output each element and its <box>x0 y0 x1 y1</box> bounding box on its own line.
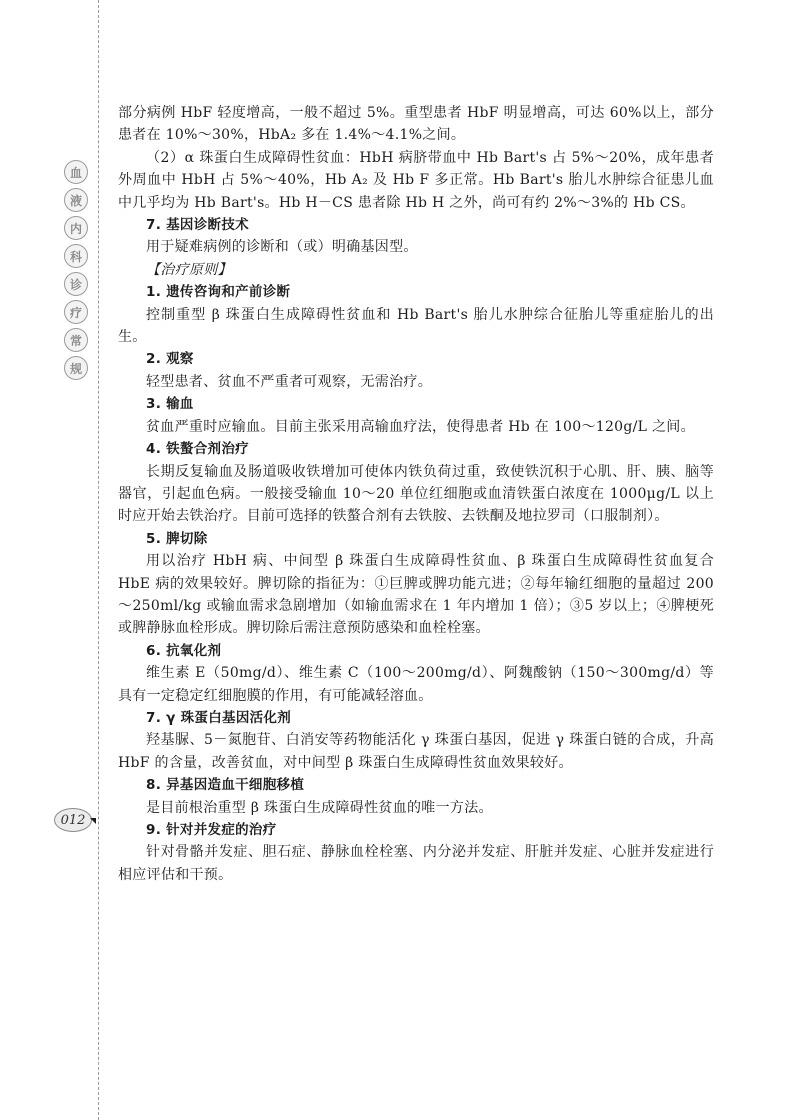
margin-dashed-rule <box>98 0 99 1120</box>
book-title-char: 内 <box>64 216 88 240</box>
paragraph: 贫血严重时应输血。目前主张采用高输血疗法，使得患者 Hb 在 100～120g/L 之间。 <box>146 418 695 435</box>
paragraph: 羟基脲、5－氮胞苷、白消安等药物能活化 γ 珠蛋白基因，促进 γ 珠蛋白链的合成，升高 HbF 的含量，改善贫血，对中间型 β 珠蛋白生成障碍性贫血效果较好。 <box>118 732 714 771</box>
page-corner-marker <box>90 818 96 824</box>
section-heading: 3. 输血 <box>146 396 194 413</box>
section-heading: 6. 抗氧化剂 <box>146 642 222 659</box>
section-heading: 1. 遗传咨询和产前诊断 <box>146 284 291 301</box>
section-heading: 2. 观察 <box>146 351 194 368</box>
book-title-char: 诊 <box>64 272 88 296</box>
book-title-char: 常 <box>64 328 88 352</box>
paragraph: 用于疑难病例的诊断和（或）明确基因型。 <box>146 239 418 256</box>
paragraph: 用以治疗 HbH 病、中间型 β 珠蛋白生成障碍性贫血、β 珠蛋白生成障碍性贫血复合 HbE 病的效果较好。脾切除的指征为：①巨脾或脾功能亢进；②每年输红细胞的量超过 200～250ml/kg 或输血需求急剧增加（如输血需求在 1 年内增加 1 倍）；③5 岁以上；④脾梗死或脾静脉血栓形成。脾切除后需注意预防感染和血栓栓塞。 <box>118 553 714 637</box>
paragraph: 部分病例 HbF 轻度增高，一般不超过 5%。重型患者 HbF 明显增高，可达 60%以上，部分患者在 10%～30%，HbA₂ 多在 1.4%～4.1%之间。 <box>118 105 714 144</box>
section-heading: 9. 针对并发症的治疗 <box>146 822 277 838</box>
book-title-char: 液 <box>64 188 88 212</box>
section-label-text: 【治疗原则】 <box>146 261 232 278</box>
section-heading: 8. 异基因造血干细胞移植 <box>146 777 305 794</box>
book-title-char: 血 <box>64 160 88 184</box>
section-heading: 5. 脾切除 <box>146 530 208 547</box>
paragraph: 轻型患者、贫血不严重者可观察，无需治疗。 <box>146 373 432 390</box>
section-heading: 4. 铁螯合剂治疗 <box>146 441 249 458</box>
page-number: 012 <box>54 808 92 832</box>
section-heading: 7. γ 珠蛋白基因活化剂 <box>146 709 292 726</box>
book-title-char: 疗 <box>64 300 88 324</box>
paragraph: 长期反复输血及肠道吸收铁增加可使体内铁负荷过重，致使铁沉积于心肌、肝、胰、脑等器官，引起血色病。一般接受输血 10～20 单位红细胞或血清铁蛋白浓度在 1000μg/L 以上时应开始去铁治疗。目前可选择的铁螯合剂有去铁胺、去铁酮及地拉罗司（口服制剂）。 <box>118 463 714 525</box>
paragraph: 针对骨骼并发症、胆石症、静脉血栓栓塞、内分泌并发症、肝脏并发症、心脏并发症进行相应评估和干预。 <box>118 844 714 883</box>
section-heading: 7. 基因诊断技术 <box>146 217 249 234</box>
page-body <box>118 102 714 886</box>
book-title-vertical <box>64 160 88 380</box>
treatment-principles-label <box>118 259 714 281</box>
paragraph: 维生素 E（50mg/d）、维生素 C（100～200mg/d）、阿魏酸钠（150～300mg/d）等具有一定稳定红细胞膜的作用，有可能减轻溶血。 <box>118 665 714 704</box>
paragraph: 是目前根治重型 β 珠蛋白生成障碍性贫血的唯一方法。 <box>146 799 493 816</box>
paragraph: 控制重型 β 珠蛋白生成障碍性贫血和 Hb Bart's 胎儿水肿综合征胎儿等重症胎儿的出生。 <box>118 306 714 346</box>
book-title-char: 规 <box>64 356 88 380</box>
paragraph: （2）α 珠蛋白生成障碍性贫血：HbH 病脐带血中 Hb Bart's 占 5%～20%，成年患者外周血中 HbH 占 5%～40%，Hb A₂ 及 Hb F 多正常。Hb Bart's 胎儿水肿综合征患儿血中几乎均为 Hb Bart's。Hb H－CS 患者除 Hb H 之外，尚可有约 2%～3%的 Hb CS。 <box>118 149 714 211</box>
book-title-char: 科 <box>64 244 88 268</box>
